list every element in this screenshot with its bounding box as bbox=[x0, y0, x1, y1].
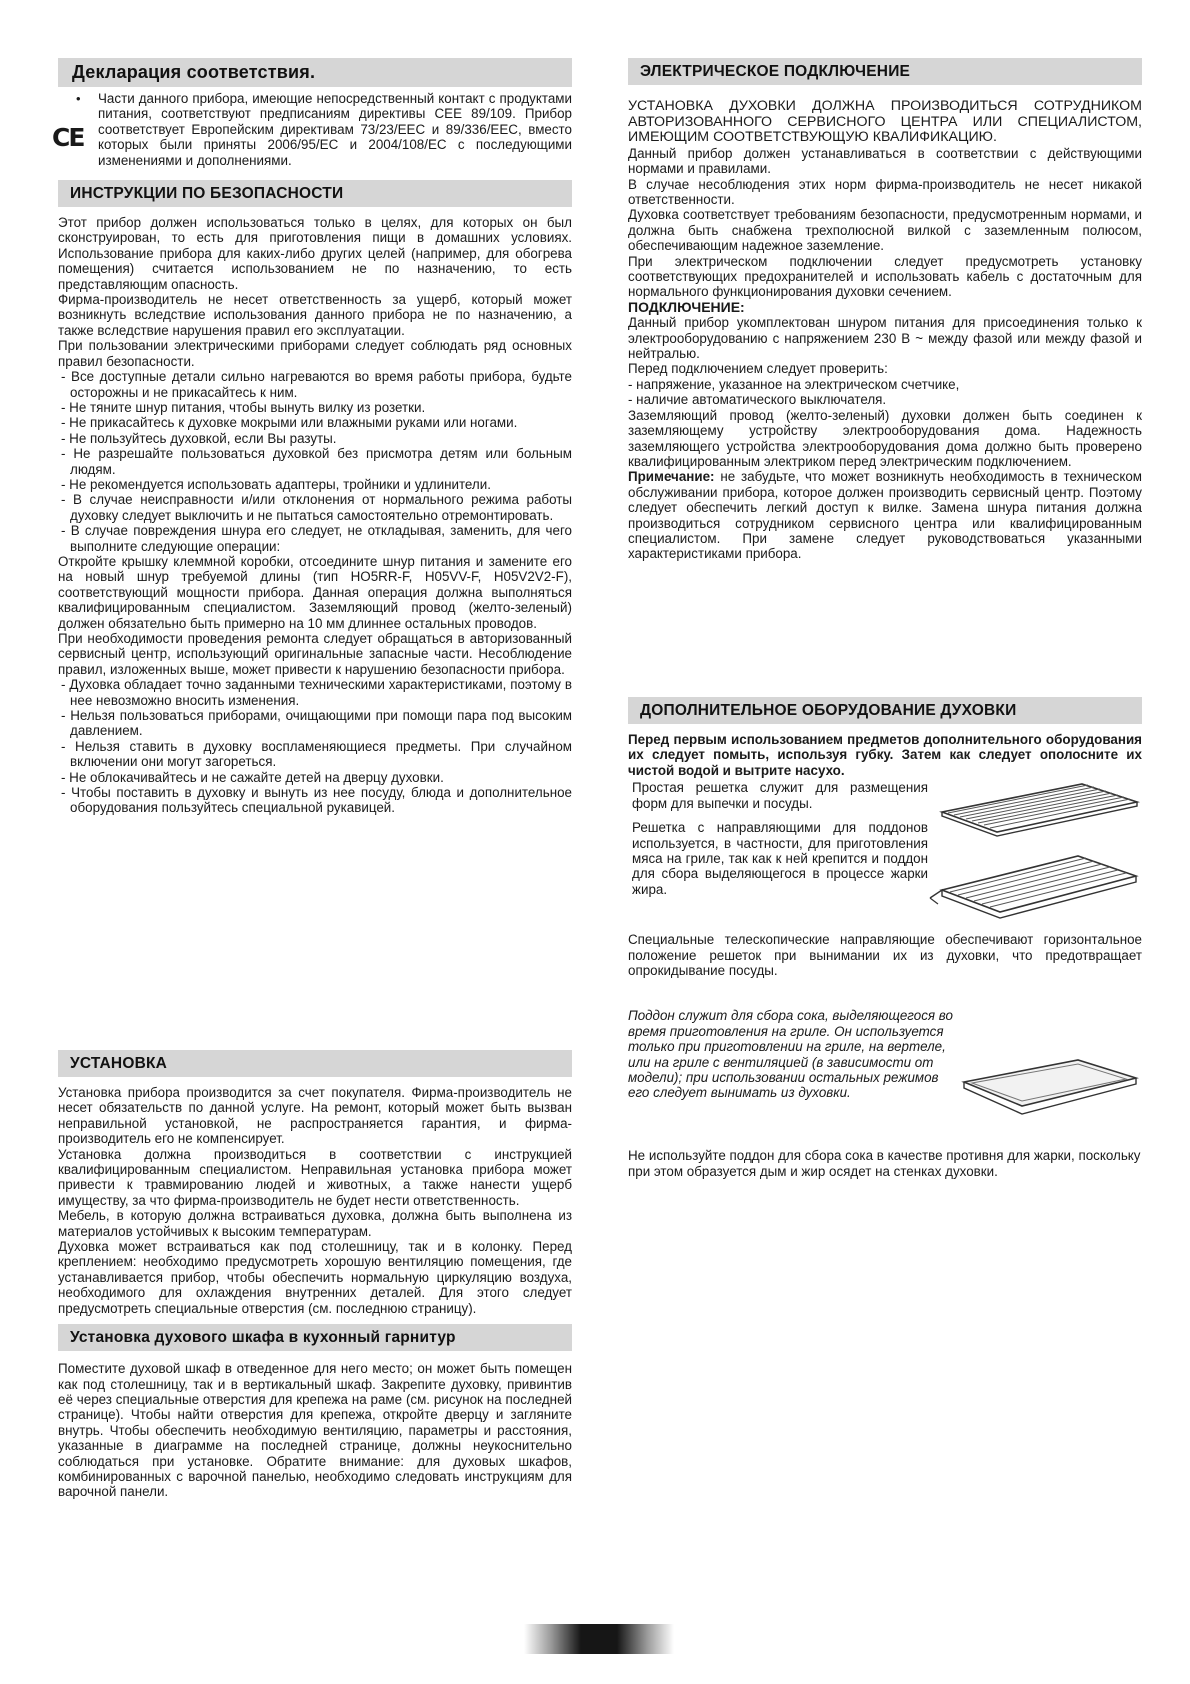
safety-item: - Духовка обладает точно заданными техническими характеристиками, поэтому в нее невозможно вносить изменения. bbox=[61, 677, 572, 708]
electric-paragraph: В случае несоблюдения этих норм фирма-производитель не несет никакой ответственности. bbox=[628, 176, 1142, 207]
installation-paragraph: Духовка может встраиваться как под столешницу, так и в колонку. Перед креплением: необходимо предусмотреть хорошую вентиляцию помещения, где устанавливается прибор, чтобы обеспечить нормальную циркуляцию воздуха, необходимого для охлаждения внутренних деталей. Для этого следует предусмотреть специальные отверстия (см. последнюю страницу). bbox=[58, 1239, 572, 1316]
electric-paragraph: - напряжение, указанное на электрическом счетчике, bbox=[628, 376, 960, 392]
safety-title: ИНСТРУКЦИИ ПО БЕЗОПАСНОСТИ bbox=[58, 180, 572, 207]
safety-paragraph: При пользовании электрическими приборами следует соблюдать ряд основных правил безопасности. bbox=[58, 338, 572, 369]
safety-item: - Нельзя пользоваться приборами, очищающими при помощи пара под высоким давлением. bbox=[61, 708, 572, 739]
electric-paragraph: При электрическом подключении следует предусмотреть установку соответствующих предохранителей и использовать кабель с достаточным для нормального функционирования духовки сечением. bbox=[628, 253, 1142, 300]
racks-block bbox=[628, 778, 1142, 930]
electric-paragraph: Заземляющий провод (желто-зеленый) духовки должен быть соединен к заземляющему устройству электрооборудования дома. Надежность заземляющего устройства электрооборудования дома должно быть проверено квалифицированным электриком перед электрическим подключением. bbox=[628, 407, 1142, 469]
safety-item: - В случае повреждения шнура его следует, не откладывая, заменить, для чего выполните следующие операции: bbox=[61, 523, 572, 554]
installation-title: УСТАНОВКА bbox=[58, 1050, 572, 1077]
installation-paragraph: Установка прибора производится за счет покупателя. Фирма-производитель не несет обязательств по данной услуге. На ремонт, который может быть вызван неправильной установкой, не распространяется гарантия, и фирма-производитель его не компенсирует. bbox=[58, 1085, 572, 1147]
installation-section bbox=[58, 1050, 572, 1500]
page-number-bar bbox=[524, 1624, 674, 1654]
safety-item: - Не рекомендуется использовать адаптеры, тройники и удлинители. bbox=[61, 476, 491, 492]
safety-item: - Не тяните шнур питания, чтобы вынуть вилку из розетки. bbox=[61, 399, 426, 415]
accessories-section bbox=[628, 697, 1142, 1179]
safety-item: - Не прикасайтесь к духовке мокрыми или влажными руками или ногами. bbox=[61, 415, 518, 431]
installation-paragraph: Мебель, в которую должна встраиваться духовка, должна быть выполнена из материалов устойчивых к высоким температурам. bbox=[58, 1208, 572, 1239]
electric-paragraph: Духовка соответствует требованиям безопасности, предусмотренным нормами, и должна быть снабжена трехполюсной вилкой с заземленным полюсом, обеспечивающим надежное заземление. bbox=[628, 207, 1142, 254]
electric-paragraph: Данный прибор укомплектован шнуром питания для присоединения только к электрооборудованию с напряжением 230 В ~ между фазой или между фазой и нейтралью. bbox=[628, 315, 1142, 362]
electric-paragraph: - наличие автоматического выключателя. bbox=[628, 392, 887, 408]
ce-mark-icon: CE bbox=[52, 123, 84, 152]
safety-paragraph: Фирма-производитель не несет ответственность за ущерб, который может возникнуть вследствие использования данного прибора не по назначению, а также вследствие нарушения правил его эксплуатации. bbox=[58, 292, 572, 338]
note-paragraph bbox=[628, 469, 1142, 561]
tray-block bbox=[628, 1008, 1142, 1148]
accessories-intro: Перед первым использованием предметов дополнительного оборудования их следует помыть, используя губку. Затем как следует ополосните их чистой водой и вытрите насухо. bbox=[628, 732, 1142, 778]
tray-text: Поддон служит для сбора сока, выделяющегося во время приготовления на гриле. Он используется только при приготовлении на гриле, на вертеле, или на гриле с вентиляцией (в зависимости от модели); при использовании остальных режимов его следует вынимать из духовки. bbox=[628, 1008, 953, 1101]
tray-warning: Не используйте поддон для сбора сока в качестве противня для жарки, поскольку при этом образуется дым и жир осядет на стенках духовки. bbox=[628, 1148, 1141, 1179]
note-text: не забудьте, что может возникнуть необходимость в техническом обслуживании прибора, которое должен производить сервисный центр. Поэтому следует обеспечить легкий доступ к вилке. Замена шнура питания должна производиться сотрудником сервисного центра или квалифицированным специалистом. При замене следует руководствоваться указанными характеристиками прибора. bbox=[628, 469, 1142, 562]
cabinet-text: Поместите духовой шкаф в отведенное для него место; он может быть помещен как под столешницу, так и в вертикальный шкаф. Закрепите духовку, привинтив её через специальные отверстия для крепежа на раме (см. рисунок на последней странице). Чтобы найти отверстия для крепежа, откройте дверцу и загляните внутрь. Чтобы обеспечить необходимую вентиляцию, параметры и расстояния, указанные в диаграмме на последней странице, должны неукоснительно соблюдаться при установке. Обратите внимание: для духовых шкафов, комбинированных с варочной панелью, необходимо следовать инструкциям для варочной панели. bbox=[58, 1361, 572, 1500]
accessories-title: ДОПОЛНИТЕЛЬНОЕ ОБОРУДОВАНИЕ ДУХОВКИ bbox=[628, 697, 1142, 724]
declaration-text: Части данного прибора, имеющие непосредственный контакт с продуктами питания, соответствуют предписаниям директивы CEE 89/109. Прибор соответствует Европейским директивам 73/23/EEC и 89/336/EEC, вместо которых были приняты 2006/95/EC и 2004/108/EC с последующими изменениями и дополнениями. bbox=[98, 91, 572, 168]
electric-paragraph: Перед подключением следует проверить: bbox=[628, 361, 888, 377]
safety-item: - Все доступные детали сильно нагреваются во время работы прибора, будьте осторожны и не прикасайтесь к ним. bbox=[61, 369, 572, 400]
grill-rack-image bbox=[928, 850, 1142, 926]
rack-text: Простая решетка служит для размещения форм для выпечки и посуды. bbox=[632, 780, 928, 811]
safety-body bbox=[58, 215, 572, 816]
safety-paragraph: При необходимости проведения ремонта следует обращаться в авторизованный сервисный центр, использующий оригинальные запасные части. Несоблюдение правил, изложенных выше, может привести к нарушению безопасности прибора. bbox=[58, 631, 572, 677]
electric-paragraph: Данный прибор должен устанавливаться в соответствии с действующими нормами и правилами. bbox=[628, 145, 1142, 177]
telescopic-text: Специальные телескопические направляющие обеспечивают горизонтальное положение решеток при вынимании их из духовки, что предотвращает опрокидывание посуды. bbox=[628, 932, 1142, 979]
left-column bbox=[52, 58, 572, 816]
connection-title: ПОДКЛЮЧЕНИЕ: bbox=[628, 298, 745, 315]
electric-body bbox=[628, 99, 1142, 562]
safety-item: - Не облокачивайтесь и не сажайте детей на дверцу духовки. bbox=[61, 769, 444, 785]
declaration-title: Декларация соответствия. bbox=[58, 58, 572, 87]
installation-body bbox=[58, 1085, 572, 1316]
rack-image bbox=[932, 782, 1142, 842]
bullet-dot: • bbox=[76, 91, 81, 106]
cabinet-title: Установка духового шкафа в кухонный гарнитур bbox=[58, 1324, 572, 1351]
safety-paragraph: Откройте крышку клеммной коробки, отсоедините шнур питания и замените его на новый шнур требуемой длины (тип HO5RR-F, H05VV-F, H05V2V2-F), соответствующий мощности прибора. Данная операция должна выполняться квалифицированным специалистом. Заземляющий провод (желто-зеленый) должен обязательно быть примерно на 10 мм длиннее остальных проводов. bbox=[58, 553, 572, 631]
installation-paragraph: Установка должна производиться в соответствии с инструкцией квалифицированным специалистом. Неправильная установка прибора может привести к травмированию людей и животных, а также нанести ущерб имуществу, за что фирма-производитель не будет нести ответственность. bbox=[58, 1146, 572, 1208]
right-column bbox=[628, 58, 1142, 562]
grill-rack-text: Решетка с направляющими для поддонов используется, в частности, для приготовления мяса на гриле, так как к ней крепится и поддон для сбора выделяющегося в процессе жарки жира. bbox=[632, 820, 928, 897]
safety-paragraph: Этот прибор должен использоваться только в целях, для которых он был сконструирован, то есть для приготовления пищи в домашних условиях. Использование прибора для каких-либо других целей (например, для обогрева помещения) считается использованием не по назначению, то есть представляющим опасность. bbox=[58, 215, 572, 292]
electric-title: ЭЛЕКТРИЧЕСКОЕ ПОДКЛЮЧЕНИЕ bbox=[628, 58, 1142, 85]
safety-item: - В случае неисправности и/или отклонения от нормального режима работы духовку следует выключить и не пытаться самостоятельно отремонтировать. bbox=[61, 492, 572, 523]
drip-tray-image bbox=[958, 1056, 1142, 1120]
electric-caps-text: УСТАНОВКА ДУХОВКИ ДОЛЖНА ПРОИЗВОДИТЬСЯ СОТРУДНИКОМ АВТОРИЗОВАННОГО СЕРВИСНОГО ЦЕНТРА ИЛИ СПЕЦИАЛИСТОМ, ИМЕЮЩИМ СООТВЕТСТВУЮЩУЮ КВАЛИФИКАЦИЮ. bbox=[628, 98, 1142, 146]
safety-item: - Нельзя ставить в духовку воспламеняющиеся предметы. При случайном включении они могут загореться. bbox=[61, 738, 572, 770]
safety-item: - Чтобы поставить в духовку и вынуть из нее посуду, блюда и дополнительное оборудования пользуйтесь специальной рукавицей. bbox=[61, 785, 572, 816]
declaration-block bbox=[52, 87, 572, 168]
safety-item: - Не разрешайте пользоваться духовкой без присмотра детям или больным людям. bbox=[61, 446, 572, 477]
safety-item: - Не пользуйтесь духовкой, если Вы разуты. bbox=[61, 430, 337, 446]
note-label: Примечание: bbox=[628, 469, 715, 485]
